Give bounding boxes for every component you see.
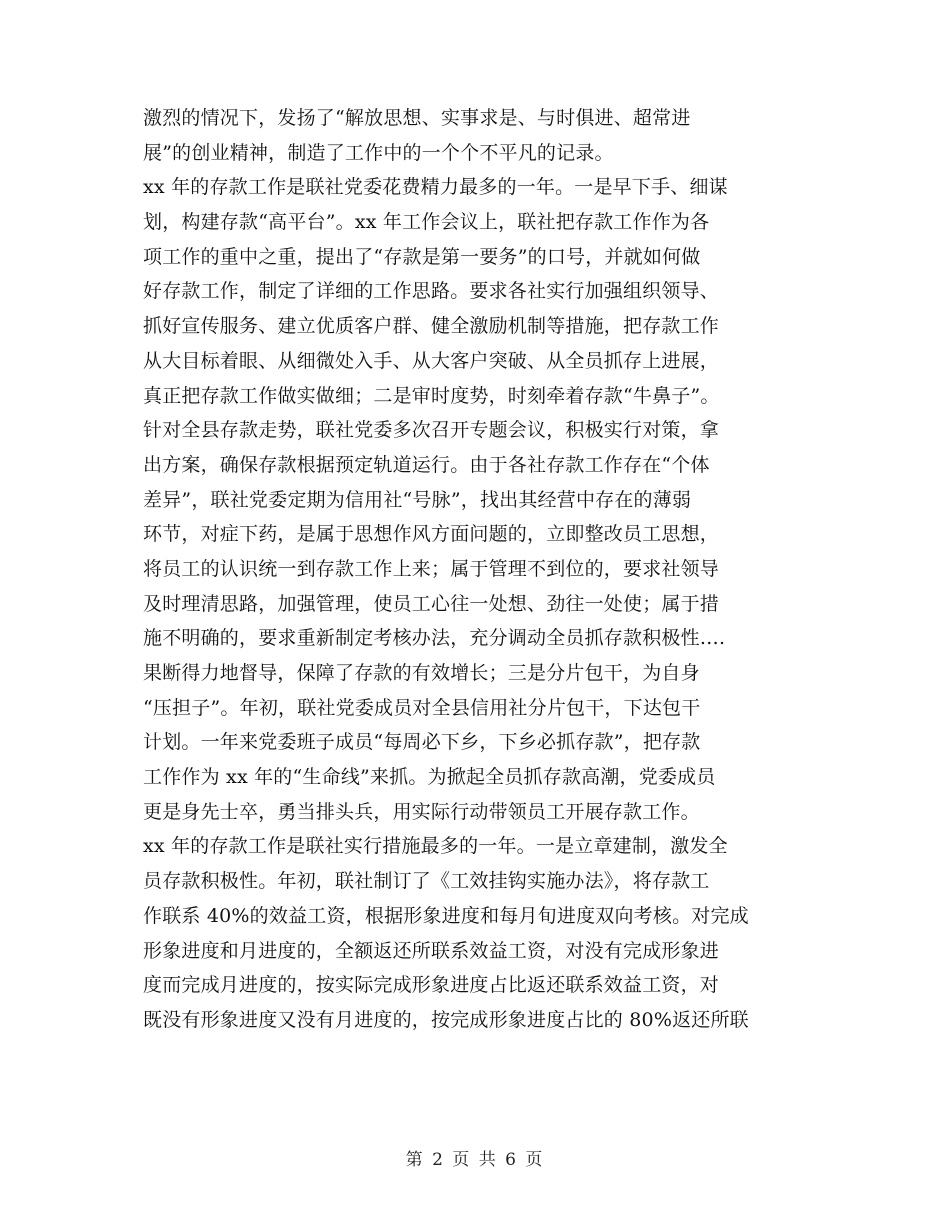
text-line: 将员工的认识统一到存款工作上来；属于管理不到位的，要求社领导 — [143, 557, 720, 580]
text-line: 工作作为 xx 年的“生命线”来抓。为掀起全员抓存款高潮，党委成员 — [143, 766, 716, 789]
document-body — [143, 101, 813, 1038]
text-line: 员存款积极性。年初，联社制订了《工效挂钩实施办法》，将存款工 — [143, 870, 710, 893]
text-line: 作联系 40%的效益工资，根据形象进度和每月旬进度双向考核。对完成 — [143, 904, 749, 927]
text-line: 真正把存款工作做实做细；二是审时度势，时刻牵着存款“牛鼻子”。 — [143, 384, 720, 407]
text-line: 既没有形象进度又没有月进度的，按完成形象进度占比的 80%返还所联 — [143, 1008, 749, 1031]
text-line: 展”的创业精神，制造了工作中的一个个不平凡的记录。 — [143, 141, 614, 164]
text-line: 环节，对症下药，是属于思想作风方面问题的，立即整改员工思想， — [143, 523, 720, 546]
text-line: 出方案，确保存款根据预定轨道运行。由于各社存款工作存在“个体 — [143, 453, 710, 476]
text-line: “压担子”。年初，联社党委成员对全县信用社分片包干，下达包干 — [143, 696, 701, 719]
text-line: 激烈的情况下，发扬了“解放思想、实事求是、与时俱进、超常进 — [143, 107, 691, 129]
text-line: 好存款工作，制定了详细的工作思路。要求各社实行加强组织领导、 — [143, 280, 720, 303]
text-line: 从大目标着眼、从细微处入手、从大客户突破、从全员抓存上进展， — [143, 349, 720, 372]
text-line: 及时理清思路，加强管理，使员工心往一处想、劲往一处使；属于措 — [143, 592, 720, 615]
text-line: 更是身先士卒，勇当排头兵，用实际行动带领员工开展存款工作。 — [143, 800, 700, 823]
text-line: 差异”，联社党委定期为信用社“号脉”，找出其经营中存在的薄弱 — [143, 488, 692, 511]
text-line: 项工作的重中之重，提出了“存款是第一要务”的口号，并就如何做 — [143, 245, 701, 268]
text-line: 形象进度和月进度的，全额返还所联系效益工资，对没有完成形象进 — [143, 939, 720, 962]
text-line: xx 年的存款工作是联社党委花费精力最多的一年。一是早下手、细谋 — [143, 176, 728, 199]
text-line: 划，构建存款“高平台”。xx 年工作会议上，联社把存款工作作为各 — [143, 211, 710, 234]
text-line: 针对全县存款走势，联社党委多次召开专题会议，积极实行对策，拿 — [143, 419, 720, 442]
page-number-footer: 第 2 页 共 6 页 — [405, 1150, 545, 1170]
text-line: 计划。一年来党委班子成员“每周必下乡，下乡必抓存款”，把存款 — [143, 731, 701, 754]
text-line: 度而完成月进度的，按实际完成形象进度占比返还联系效益工资，对 — [143, 974, 720, 997]
text-line: 果断得力地督导，保障了存款的有效增长；三是分片包干，为自身 — [143, 662, 700, 684]
text-line: 施不明确的，要求重新制定考核办法，充分调动全员抓存款积极性…. — [143, 627, 726, 650]
text-line: 抓好宣传服务、建立优质客户群、健全激励机制等措施，把存款工作 — [143, 315, 720, 338]
text-line: xx 年的存款工作是联社实行措施最多的一年。一是立章建制，激发全 — [143, 835, 728, 858]
